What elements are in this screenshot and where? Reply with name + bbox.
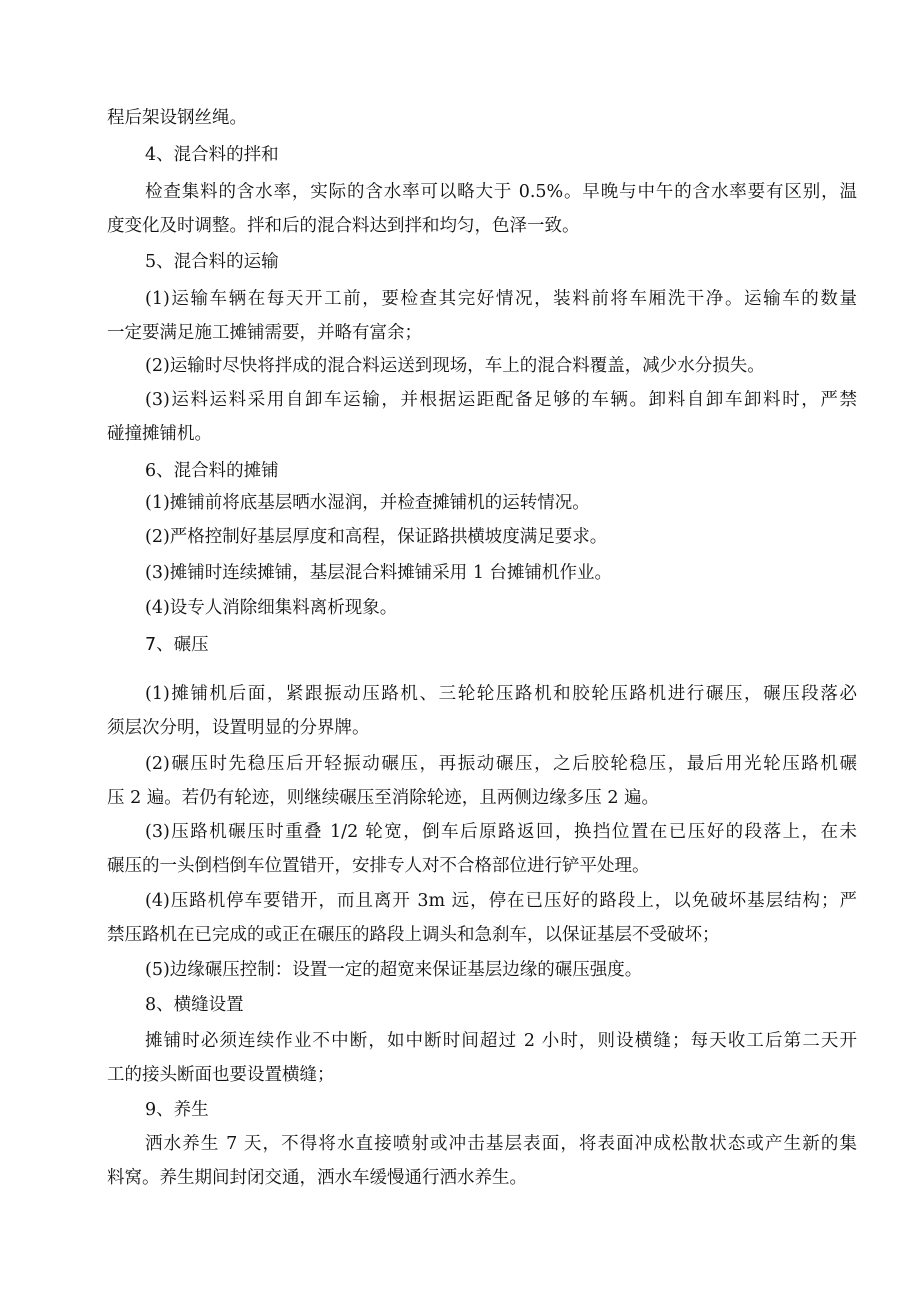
section-heading-6: 6、混合料的摊铺 bbox=[145, 461, 279, 481]
paragraph-line: 工的接头断面也要设置横缝； bbox=[107, 1065, 335, 1085]
section-heading-8: 8、横缝设置 bbox=[145, 995, 244, 1015]
paragraph-line: 摊铺时必须连续作业不中断，如中断时间超过 2 小时，则设横缝；每天收工后第二天开 bbox=[145, 1031, 857, 1051]
paragraph-line: (3)摊铺时连续摊铺，基层混合料摊铺采用 1 台摊铺机作业。 bbox=[145, 563, 613, 583]
paragraph-line: (3)运料运料采用自卸车运输，并根据运距配备足够的车辆。卸料自卸车卸料时，严禁 bbox=[145, 390, 857, 410]
paragraph-line: 检查集料的含水率，实际的含水率可以略大于 0.5%。早晚与中午的含水率要有区别，温 bbox=[145, 182, 857, 202]
paragraph-line: (3)压路机碾压时重叠 1/2 轮宽，倒车后原路返回，换挡位置在已压好的段落上，在未 bbox=[145, 822, 857, 842]
paragraph-line: 一定要满足施工摊铺需要，并略有富余； bbox=[107, 323, 422, 343]
paragraph-line: 度变化及时调整。拌和后的混合料达到拌和均匀，色泽一致。 bbox=[107, 216, 580, 236]
paragraph-line: (1)摊铺机后面，紧跟振动压路机、三轮轮压路机和胶轮压路机进行碾压，碾压段落必 bbox=[145, 684, 857, 704]
section-heading-5: 5、混合料的运输 bbox=[145, 252, 279, 272]
section-heading-9: 9、养生 bbox=[145, 1100, 209, 1120]
paragraph-line: (5)边缘碾压控制：设置一定的超宽来保证基层边缘的碾压强度。 bbox=[145, 960, 643, 980]
paragraph-line: 禁压路机在已完成的或正在碾压的路段上调头和急刹车，以保证基层不受破坏； bbox=[107, 925, 720, 945]
paragraph-line: 程后架设钢丝绳。 bbox=[107, 108, 247, 128]
section-heading-7: 7、碾压 bbox=[145, 635, 209, 655]
paragraph-line: (1)运输车辆在每天开工前，要检查其完好情况，装料前将车厢洗干净。运输车的数量 bbox=[145, 289, 857, 309]
paragraph-line: (4)压路机停车要错开，而且离开 3m 远，停在已压好的路段上，以免破坏基层结构；严 bbox=[145, 891, 857, 911]
paragraph-line: 须层次分明，设置明显的分界牌。 bbox=[107, 718, 370, 738]
paragraph-line: (4)设专人消除细集料离析现象。 bbox=[145, 598, 398, 618]
paragraph-line: 压 2 遍。若仍有轮迹，则继续碾压至消除轮迹，且两侧边缘多压 2 遍。 bbox=[107, 788, 660, 808]
paragraph-line: (2)运输时尽快将拌成的混合料运送到现场，车上的混合料覆盖，减少水分损失。 bbox=[145, 356, 765, 376]
paragraph-line: (2)碾压时先稳压后开轻振动碾压，再振动碾压，之后胶轮稳压，最后用光轮压路机碾 bbox=[145, 754, 857, 774]
paragraph-line: 料窝。养生期间封闭交通，洒水车缓慢通行洒水养生。 bbox=[107, 1168, 527, 1188]
paragraph-line: (2)严格控制好基层厚度和高程，保证路拱横坡度满足要求。 bbox=[145, 527, 608, 547]
paragraph-line: (1)摊铺前将底基层晒水湿润，并检查摊铺机的运转情况。 bbox=[145, 493, 590, 513]
paragraph-line: 碰撞摊铺机。 bbox=[107, 424, 212, 444]
paragraph-line: 碾压的一头倒档倒车位置错开，安排专人对不合格部位进行铲平处理。 bbox=[107, 856, 650, 876]
section-heading-4: 4、混合料的拌和 bbox=[145, 145, 279, 165]
paragraph-line: 洒水养生 7 天，不得将水直接喷射或冲击基层表面，将表面冲成松散状态或产生新的集 bbox=[145, 1134, 857, 1154]
